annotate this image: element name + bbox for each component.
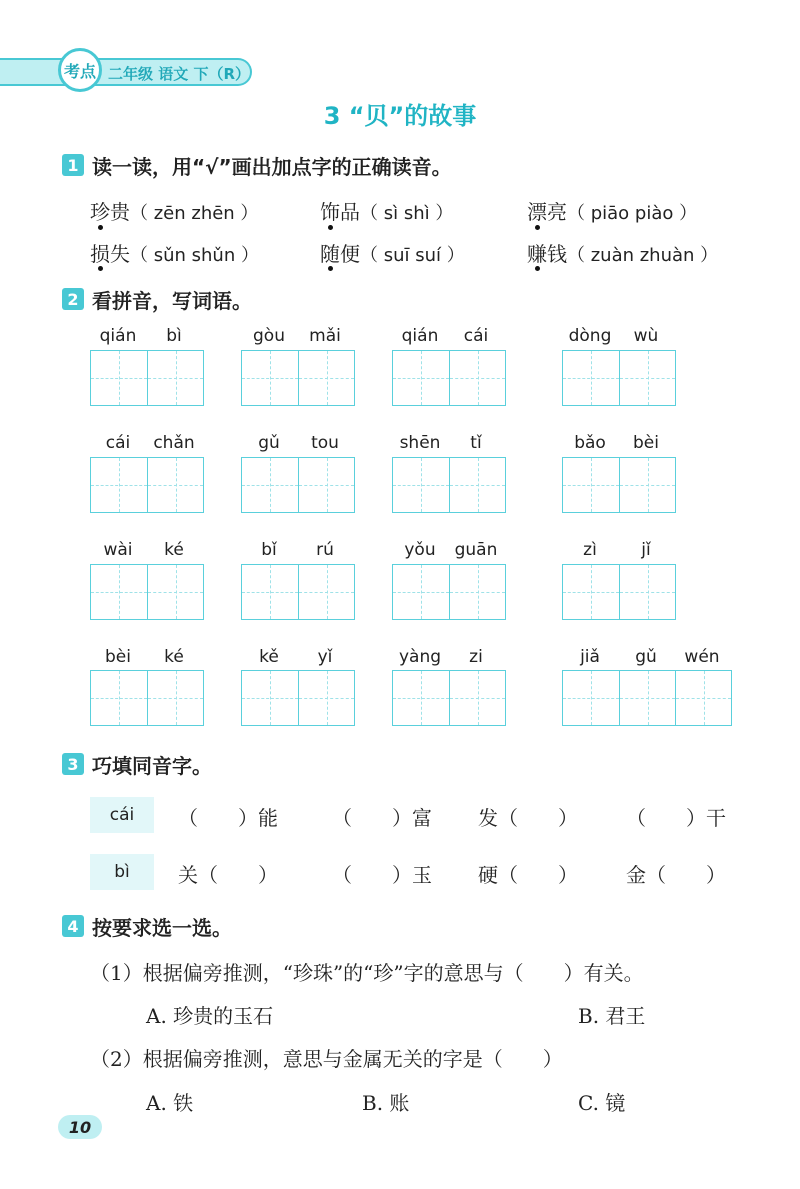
- writing-grid[interactable]: [562, 457, 676, 513]
- section-number: 1: [62, 154, 84, 176]
- header-subtitle: 二年级 语文 下（R）: [108, 65, 250, 83]
- writing-grid[interactable]: [562, 670, 732, 726]
- writing-cell[interactable]: [91, 458, 147, 512]
- writing-cell[interactable]: [563, 458, 619, 512]
- writing-cell[interactable]: [675, 671, 731, 725]
- pinyin-label: mǎi: [309, 326, 341, 346]
- pinyin-label: bì: [166, 326, 182, 346]
- section-title: 按要求选一选。: [92, 915, 232, 940]
- writing-grid[interactable]: [392, 670, 506, 726]
- q1-word: 损失: [90, 242, 130, 266]
- pinyin-label: qián: [99, 326, 137, 346]
- writing-cell[interactable]: [242, 458, 298, 512]
- q1-options[interactable]: （ piāo piào ）: [567, 203, 698, 224]
- writing-cell[interactable]: [393, 458, 449, 512]
- section-4-heading: [62, 911, 232, 941]
- option-c[interactable]: C. 镜: [578, 1091, 626, 1115]
- q1-item: [320, 238, 465, 267]
- writing-cell[interactable]: [619, 351, 675, 405]
- pinyin-label: guān: [454, 540, 498, 560]
- writing-cell[interactable]: [449, 458, 505, 512]
- section-3-heading: [62, 749, 212, 779]
- q1-item: [527, 238, 718, 267]
- option-b[interactable]: B. 君王: [578, 1004, 646, 1028]
- writing-grid[interactable]: [562, 564, 676, 620]
- q1-options[interactable]: （ suī suí ）: [360, 245, 465, 266]
- emphasis-dot: [535, 266, 540, 271]
- pinyin-label: jiǎ: [580, 647, 600, 667]
- pinyin-label: shēn: [399, 433, 441, 453]
- writing-cell[interactable]: [91, 351, 147, 405]
- page-number: 10: [58, 1115, 102, 1139]
- pinyin-label: cái: [105, 433, 131, 453]
- section-number: 2: [62, 288, 84, 310]
- writing-cell[interactable]: [242, 351, 298, 405]
- question-4-1: （1）根据偏旁推测，“珍珠”的“珍”字的意思与（ ）有关。: [90, 961, 644, 985]
- q1-options[interactable]: （ sì shì ）: [360, 203, 454, 224]
- pinyin-box: cái: [90, 797, 154, 833]
- pinyin-label: jǐ: [641, 540, 651, 560]
- q1-word: 饰品: [320, 200, 360, 224]
- pinyin-label: yǒu: [404, 540, 436, 560]
- section-1-heading: [62, 150, 452, 180]
- pinyin-label: bèi: [105, 647, 131, 667]
- pinyin-label: tou: [311, 433, 339, 453]
- pinyin-label: gǔ: [258, 433, 280, 453]
- pinyin-label: bǎo: [574, 433, 606, 453]
- q1-item: [90, 196, 258, 225]
- pinyin-label: zi: [469, 647, 483, 667]
- q1-word: 漂亮: [527, 200, 567, 224]
- q1-options[interactable]: （ zēn zhēn ）: [130, 203, 259, 224]
- pinyin-label: wén: [684, 647, 720, 667]
- pinyin-label: bèi: [633, 433, 659, 453]
- writing-grid[interactable]: [90, 457, 204, 513]
- writing-grid[interactable]: [90, 564, 204, 620]
- writing-cell[interactable]: [393, 671, 449, 725]
- pinyin-label: tǐ: [470, 433, 482, 453]
- section-number: 3: [62, 753, 84, 775]
- writing-grid[interactable]: [90, 670, 204, 726]
- emphasis-dot: [328, 225, 333, 230]
- writing-grid[interactable]: [241, 350, 355, 406]
- writing-cell[interactable]: [449, 351, 505, 405]
- writing-cell[interactable]: [449, 671, 505, 725]
- emphasis-dot: [535, 225, 540, 230]
- pinyin-label: ké: [164, 540, 184, 560]
- q1-options[interactable]: （ sǔn shǔn ）: [130, 245, 259, 266]
- question-4-2: （2）根据偏旁推测，意思与金属无关的字是（ ）: [90, 1047, 563, 1071]
- q1-item: [320, 196, 453, 225]
- pinyin-label: bǐ: [261, 540, 277, 560]
- page-title: 3 “贝”的故事: [323, 102, 477, 130]
- pinyin-label: qián: [401, 326, 439, 346]
- pinyin-label: gòu: [253, 326, 285, 346]
- fill-blank[interactable]: （ ）玉: [332, 863, 432, 887]
- option-b[interactable]: B. 账: [362, 1091, 410, 1115]
- writing-cell[interactable]: [563, 565, 619, 619]
- writing-grid[interactable]: [562, 350, 676, 406]
- writing-cell[interactable]: [563, 671, 619, 725]
- pinyin-label: yàng: [398, 647, 442, 667]
- logo-text: 考点: [63, 61, 96, 81]
- pinyin-label: wù: [633, 326, 659, 346]
- writing-grid[interactable]: [392, 564, 506, 620]
- fill-blank[interactable]: 硬（ ）: [478, 863, 578, 887]
- writing-cell[interactable]: [298, 671, 354, 725]
- fill-blank[interactable]: （ ）富: [332, 806, 432, 830]
- writing-cell[interactable]: [147, 458, 203, 512]
- writing-cell[interactable]: [619, 565, 675, 619]
- writing-cell[interactable]: [147, 671, 203, 725]
- writing-cell[interactable]: [298, 458, 354, 512]
- writing-cell[interactable]: [393, 565, 449, 619]
- q1-item: [527, 196, 697, 225]
- fill-blank[interactable]: （ ）干: [626, 806, 726, 830]
- pinyin-label: wài: [103, 540, 133, 560]
- writing-cell[interactable]: [298, 565, 354, 619]
- pinyin-label: gǔ: [635, 647, 657, 667]
- section-number: 4: [62, 915, 84, 937]
- pinyin-label: yǐ: [317, 647, 333, 667]
- writing-cell[interactable]: [147, 565, 203, 619]
- emphasis-dot: [328, 266, 333, 271]
- writing-cell[interactable]: [91, 565, 147, 619]
- q1-word: 随便: [320, 242, 360, 266]
- writing-cell[interactable]: [242, 671, 298, 725]
- pinyin-label: ké: [164, 647, 184, 667]
- writing-cell[interactable]: [298, 351, 354, 405]
- section-title: 读一读，用“√”画出加点字的正确读音。: [92, 154, 452, 179]
- emphasis-dot: [98, 266, 103, 271]
- q1-word: 珍贵: [90, 200, 130, 224]
- pinyin-box: bì: [90, 854, 154, 890]
- pinyin-label: rú: [316, 540, 334, 560]
- pinyin-label: chǎn: [153, 433, 195, 453]
- q1-word: 赚钱: [527, 242, 567, 266]
- writing-grid[interactable]: [241, 457, 355, 513]
- q1-item: [90, 238, 259, 267]
- writing-grid[interactable]: [241, 670, 355, 726]
- section-title: 巧填同音字。: [92, 753, 212, 778]
- writing-cell[interactable]: [393, 351, 449, 405]
- fill-blank[interactable]: （ ）能: [178, 806, 278, 830]
- emphasis-dot: [98, 225, 103, 230]
- header-bar: [0, 58, 252, 86]
- writing-cell[interactable]: [619, 671, 675, 725]
- writing-cell[interactable]: [563, 351, 619, 405]
- option-a[interactable]: A. 铁: [146, 1091, 194, 1115]
- writing-cell[interactable]: [619, 458, 675, 512]
- writing-grid[interactable]: [392, 457, 506, 513]
- writing-cell[interactable]: [147, 351, 203, 405]
- writing-grid[interactable]: [90, 350, 204, 406]
- q1-options[interactable]: （ zuàn zhuàn ）: [567, 245, 719, 266]
- writing-cell[interactable]: [242, 565, 298, 619]
- pinyin-label: kě: [259, 647, 279, 667]
- pinyin-label: cái: [463, 326, 489, 346]
- writing-grid[interactable]: [392, 350, 506, 406]
- writing-grid[interactable]: [241, 564, 355, 620]
- pinyin-label: dòng: [568, 326, 612, 346]
- section-2-heading: [62, 284, 252, 314]
- fill-blank[interactable]: 关（ ）: [178, 863, 278, 887]
- section-title: 看拼音，写词语。: [92, 288, 252, 313]
- pinyin-label: zì: [583, 540, 597, 560]
- brand-logo: [58, 48, 102, 92]
- writing-cell[interactable]: [91, 671, 147, 725]
- fill-blank[interactable]: 发（ ）: [478, 806, 578, 830]
- option-a[interactable]: A. 珍贵的玉石: [146, 1004, 274, 1028]
- fill-blank[interactable]: 金（ ）: [626, 863, 726, 887]
- writing-cell[interactable]: [449, 565, 505, 619]
